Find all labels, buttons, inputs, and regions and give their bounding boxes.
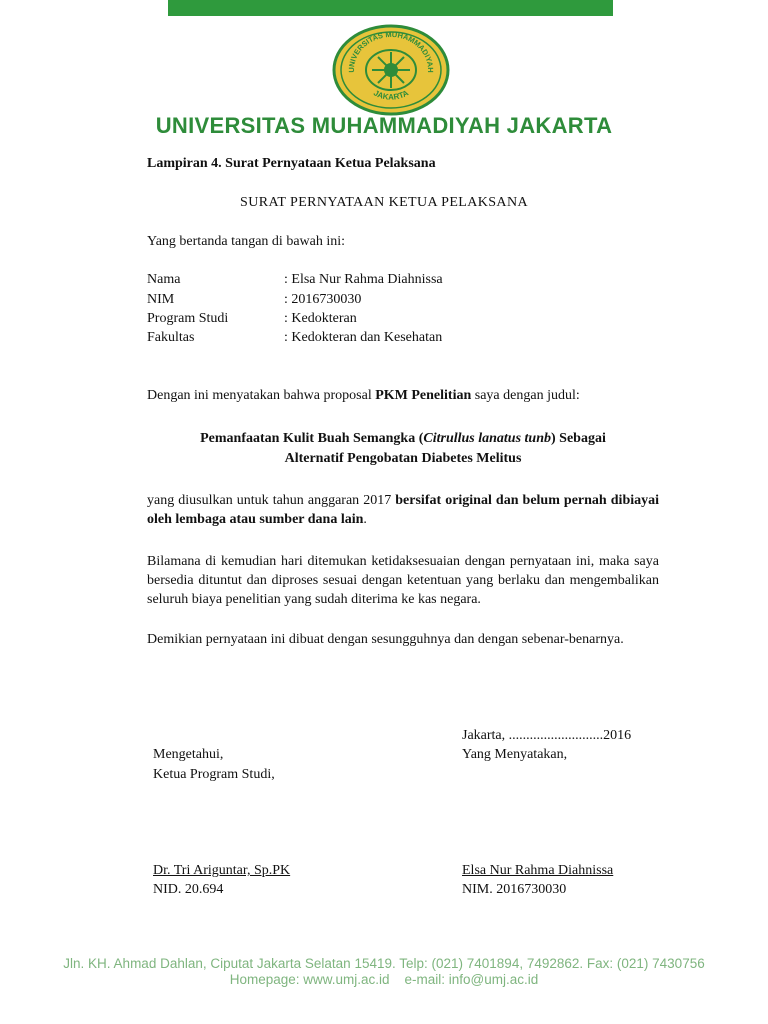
declarant-name: Elsa Nur Rahma Diahnissa [462, 863, 614, 878]
place-date: Jakarta, ...........................2016 [462, 728, 632, 743]
acknowledged-label: Mengetahui, [153, 747, 224, 762]
svg-text:JAKARTA: JAKARTA [372, 88, 410, 102]
field-label-program: Program Studi [147, 311, 229, 326]
research-title-line2: Alternatif Pengobatan Diabetes Melitus [284, 451, 522, 466]
university-name: UNIVERSITAS MUHAMMADIYAH JAKARTA [155, 113, 613, 138]
svg-text:UNIVERSITAS MUHAMMADIYAH: UNIVERSITAS MUHAMMADIYAH [346, 29, 436, 73]
program-head-name: Dr. Tri Ariguntar, Sp.PK [153, 863, 291, 878]
letterhead-green-bar [168, 0, 613, 16]
university-logo [332, 24, 450, 116]
field-value-nim: : 2016730030 [284, 292, 362, 307]
field-label-name: Nama [147, 272, 181, 287]
declarant-id: NIM. 2016730030 [462, 882, 567, 897]
field-label-faculty: Fakultas [147, 330, 195, 345]
research-title-line1: Pemanfaatan Kulit Buah Semangka (Citrullus lanatus tunb) Sebagai [200, 431, 606, 446]
document-title: SURAT PERNYATAAN KETUA PELAKSANA [240, 195, 528, 210]
intro-text: Yang bertanda tangan di bawah ini: [147, 234, 346, 249]
declarant-label: Yang Menyatakan, [462, 747, 568, 762]
field-value-program: : Kedokteran [284, 311, 357, 326]
program-head-label: Ketua Program Studi, [153, 767, 275, 782]
program-head-id: NID. 20.694 [153, 882, 224, 897]
proposal-paragraph: yang diusulkan untuk tahun anggaran 2017 bersifat original dan belum pernah dibiayai oleh lembaga atau sumber dana lain. [147, 493, 660, 527]
statement-line: Dengan ini menyatakan bahwa proposal PKM Penelitian saya dengan judul: [147, 388, 580, 403]
footer-contact: Homepage: www.umj.ac.id e-mail: info@umj.ac.id [229, 972, 539, 987]
attachment-label: Lampiran 4. Surat Pernyataan Ketua Pelaksana [147, 156, 436, 171]
closing-paragraph: Demikian pernyataan ini dibuat dengan sesungguhnya dan dengan sebenar-benarnya. [147, 632, 624, 647]
field-value-name: : Elsa Nur Rahma Diahnissa [284, 272, 443, 287]
mismatch-paragraph: Bilamana di kemudian hari ditemukan ketidaksesuaian dengan pernyataan ini, maka saya bersedia dituntut dan diproses sesuai dengan ketentuan yang berlaku dan mengembalikan seluruh biaya penelitian yang sudah diterima ke kas negara. [147, 554, 659, 607]
footer-address: Jln. KH. Ahmad Dahlan, Ciputat Jakarta Selatan 15419. Telp: (021) 7401894, 7492862. Fax: (021) 7430756 [63, 956, 705, 971]
field-value-faculty: : Kedokteran dan Kesehatan [284, 330, 443, 345]
field-label-nim: NIM [147, 292, 175, 307]
